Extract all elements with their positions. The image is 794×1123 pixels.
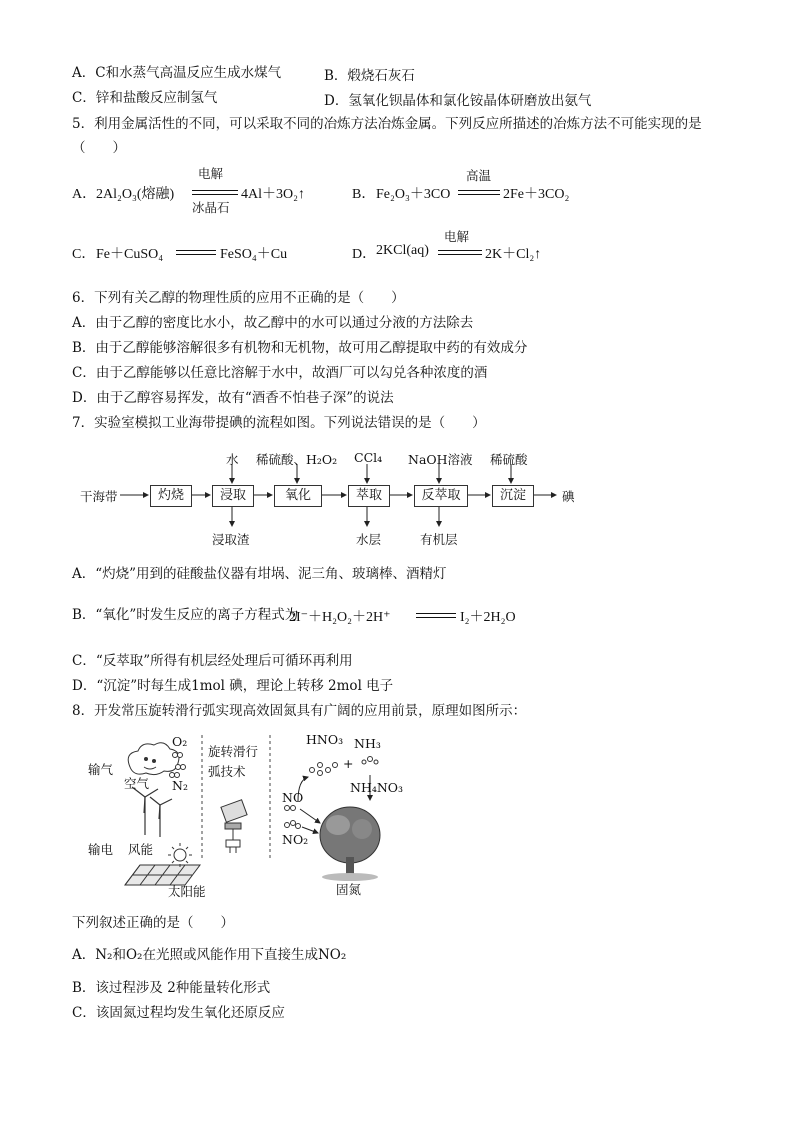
q7-flow-input-water: 水: [226, 452, 239, 467]
q8-diagram-tech-line1: 旋转滑行: [208, 744, 259, 759]
tree-icon: [320, 807, 380, 881]
q8-diagram-no: NO: [282, 790, 304, 805]
q5-option-a-right: 4Al＋3O₂↑: [241, 187, 305, 202]
q7-flow-step-extract: 萃取: [348, 485, 390, 507]
q7-flow-input-ccl4: CCl₄: [354, 450, 383, 465]
q7-flow-step-oxidize: 氧化: [274, 485, 322, 507]
q5-option-a-left: 2Al₂O₃(熔融): [96, 187, 175, 202]
q7-option-c: C．“反萃取”所得有机层经处理后可循环再利用: [72, 653, 353, 669]
q8-diagram-air: 空气: [124, 776, 150, 791]
q5-option-c-equals: [176, 250, 216, 255]
q5-option-d-label: D．: [352, 247, 377, 262]
q7-flow-output-organic-layer: 有机层: [420, 532, 458, 547]
q7-stem: 7．实验室模拟工业海带提碘的流程如图。下列说法错误的是（ ）: [72, 415, 486, 431]
q5-option-b-label: B．: [352, 187, 376, 202]
q5-option-a-condition-top: 电解: [198, 167, 224, 181]
q7-option-b-equals: [416, 613, 456, 618]
q7-flow-output-water-layer: 水层: [356, 532, 382, 547]
q5-stem: 5．利用金属活性的不同，可以采取不同的冶炼方法冶炼金属。下列反应所描述的冶炼方法不可能实现的是: [72, 116, 702, 132]
q5-option-d-condition-top: 电解: [444, 230, 470, 244]
q7-option-d: D．“沉淀”时每生成1mol 碘，理论上转移 2mol 电子: [72, 678, 394, 694]
q4-option-d: D．氢氧化钡晶体和氯化铵晶体研磨放出氨气: [324, 93, 592, 109]
q5-option-d-left: 2KCl(aq): [376, 243, 429, 258]
wind-turbine-icon: [132, 787, 172, 837]
arc-device-icon: [221, 800, 247, 853]
q8-diagram-o2: O₂: [172, 734, 188, 749]
q8-diagram-nh4no3: NH₄NO₃: [350, 780, 404, 795]
q7-option-b-left: 2I⁻＋H₂O₂＋2H⁺: [289, 610, 391, 625]
q8-diagram-input-power: 输电: [88, 842, 114, 857]
q5-option-d-arrow: [438, 250, 482, 255]
q7-flow-end: 碘: [562, 489, 575, 504]
q8-stem: 8．开发常压旋转滑行弧实现高效固氮具有广阔的应用前景，原理如图所示：: [72, 703, 527, 719]
q5-option-b-arrow: [458, 190, 500, 195]
q4-option-c: C．锌和盐酸反应制氢气: [72, 90, 218, 106]
q7-option-b-right: I₂＋2H₂O: [460, 610, 516, 625]
q5-option-a-arrow: [192, 190, 238, 195]
q8-prompt: 下列叙述正确的是（ ）: [72, 915, 234, 931]
q5-option-b-right: 2Fe＋3CO₂: [503, 187, 570, 202]
q5-option-c-label: C．: [72, 247, 96, 262]
q7-flow-input-acid: 稀硫酸: [490, 452, 528, 467]
q8-diagram-n2: N₂: [172, 778, 188, 793]
q8-diagram-no2: NO₂: [282, 832, 309, 847]
q7-flow-step-back-extract: 反萃取: [414, 485, 468, 507]
q7-option-b-prefix: B．“氧化”时发生反应的离子方程式为: [72, 607, 299, 623]
q4-option-b: B．煅烧石灰石: [324, 68, 415, 84]
q6-option-a: A．由于乙醇的密度比水小，故乙醇中的水可以通过分液的方法除去: [72, 315, 474, 331]
q8-diagram-fixation: 固氮: [336, 882, 362, 897]
q5-option-d-right: 2K＋Cl₂↑: [485, 247, 542, 262]
q7-flow-step-leach: 浸取: [212, 485, 254, 507]
q8-option-b: B．该过程涉及 2种能量转化形式: [72, 980, 271, 996]
q6-option-b: B．由于乙醇能够溶解很多有机物和无机物，故可用乙醇提取中药的有效成分: [72, 340, 528, 356]
q6-option-c: C．由于乙醇能够以任意比溶解于水中，故酒厂可以勾兑各种浓度的酒: [72, 365, 488, 381]
q7-option-a: A．“灼烧”用到的硅酸盐仪器有坩埚、泥三角、玻璃棒、酒精灯: [72, 566, 447, 582]
q8-diagram-plus: +: [343, 756, 354, 771]
q4-option-a: A．C和水蒸气高温反应生成水煤气: [72, 65, 282, 81]
q8-diagram-input-gas: 输气: [88, 762, 114, 777]
q8-diagram-wind: 风能: [128, 842, 154, 857]
q5-option-a-label: A．: [72, 187, 97, 202]
q8-diagram-nh3: NH₃: [354, 736, 381, 751]
q5-option-c-left: Fe＋CuSO₄: [96, 247, 164, 262]
q5-option-b-condition-top: 高温: [466, 169, 492, 183]
q5-option-a-condition-bottom: 冰晶石: [192, 201, 230, 215]
q7-flow-step-precipitate: 沉淀: [492, 485, 534, 507]
q5-option-c-right: FeSO₄＋Cu: [220, 247, 288, 262]
sun-icon: [168, 843, 192, 867]
q8-diagram-tech-line2: 弧技术: [208, 764, 246, 779]
q7-flow-input-acid-peroxide: 稀硫酸、H₂O₂: [256, 452, 338, 467]
q8-diagram-hno3: HNO₃: [306, 732, 344, 747]
q5-option-b-left: Fe₂O₃＋3CO: [376, 187, 451, 202]
q7-flow-output-residue: 浸取渣: [212, 532, 250, 547]
q8-option-c: C．该固氮过程均发生氧化还原反应: [72, 1005, 285, 1021]
q6-stem: 6．下列有关乙醇的物理性质的应用不正确的是（ ）: [72, 290, 405, 306]
q7-flow-step-burn: 灼烧: [150, 485, 192, 507]
q8-option-a: A．N₂和O₂在光照或风能作用下直接生成NO₂: [72, 947, 347, 963]
q8-diagram-solar: 太阳能: [168, 884, 206, 899]
q6-option-d: D．由于乙醇容易挥发，故有“酒香不怕巷子深”的说法: [72, 390, 394, 406]
q7-flow-input-naoh: NaOH溶液: [408, 452, 473, 467]
q5-paren: （ ）: [72, 140, 126, 156]
q7-flow-start: 干海带: [80, 489, 118, 504]
q7-flow-arrows: [0, 440, 794, 550]
